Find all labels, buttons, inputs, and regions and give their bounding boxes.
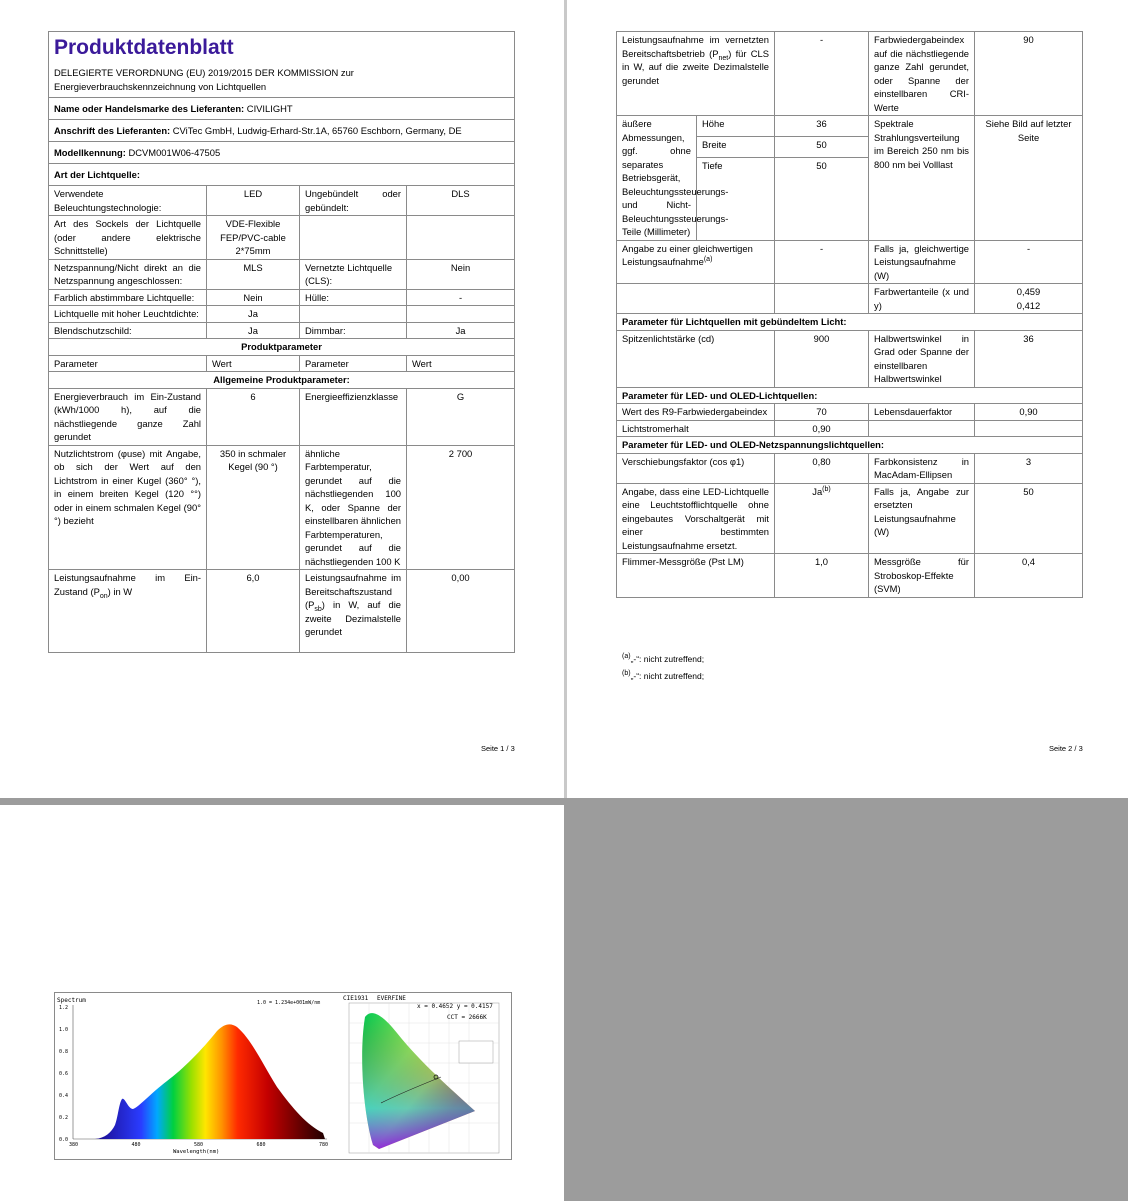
width-value: 50 <box>775 136 869 157</box>
energy-consumption-value: 6 <box>207 388 300 445</box>
spectrum-x-label: Wavelength(nm) <box>173 1149 220 1155</box>
spectrum-x-tick: 580 <box>194 1142 204 1148</box>
page-number-2: Seite 2 / 3 <box>1049 744 1083 753</box>
glare-shield-label: Blendschutzschild: <box>49 322 207 339</box>
useful-flux-label: Nutzlichtstrom (φuse) mit Angabe, ob sich der Wert auf den Lichtstrom in einer Kugel (360° °), in einem breiten Kegel (120 °°) oder in einem schmalen Kegel (90° °) bezieht <box>49 445 207 570</box>
equivalent-power-watts-label: Falls ja, gleichwertige Leistungsaufnahme (W) <box>869 240 975 284</box>
supplier-address-label: Anschrift des Lieferanten: <box>54 125 171 136</box>
networked-standby-label: Leistungsaufnahme im vernetzten Bereitschaftsbetrieb $(P_{net})$ für CLS in W, auf die zweite Dezimalstelle gerundet <box>617 32 775 116</box>
on-mode-power-label: Leistungsaufnahme im Ein-Zustand $(P_{on})$ in W <box>49 570 207 653</box>
glare-shield-value: Ja <box>207 322 300 339</box>
mains-label: Netzspannung/Nicht direkt an die Netzspannung angeschlossen: <box>49 259 207 289</box>
column-parameter-2: Parameter <box>300 355 407 372</box>
spectrum-curve <box>95 1024 325 1139</box>
high-luminance-value: Ja <box>207 306 300 323</box>
depth-value: 50 <box>775 157 869 240</box>
unbundled-value: DLS <box>407 186 515 216</box>
cie-diagram <box>341 993 509 1159</box>
spectral-distribution-value: Siehe Bild auf letzter Seite <box>975 116 1083 241</box>
width-label: Breite <box>697 136 775 157</box>
socket-value: VDE-Flexible FEP/PVC-cable 2*75mm <box>207 216 300 260</box>
stroboscopic-value: 0,4 <box>975 554 1083 598</box>
spectrum-y-tick: 0.8 <box>59 1049 69 1055</box>
mains-value: MLS <box>207 259 300 289</box>
cie-legend-box <box>459 1041 493 1063</box>
spectrum-y-tick: 0.2 <box>59 1115 69 1121</box>
chromaticity-value: 0,459 0,412 <box>975 284 1083 314</box>
networked-standby-value: - <box>775 32 869 116</box>
dimensions-label: äußere Abmessungen, ggf. ohne separates Betriebsgerät, Beleuchtungssteuerungs- und Nicht-Beleuchtungssteuerungs-Teile (Millimeter) <box>617 116 697 241</box>
spectrum-y-tick: 1.0 <box>59 1027 69 1033</box>
regulation-line-2: Energieverbrauchskennzeichnung von Lichtquellen <box>54 80 267 92</box>
page-number-1: Seite 1 / 3 <box>481 744 515 753</box>
product-datasheet-table-2 <box>616 31 1083 598</box>
page-title: Produktdatenblatt <box>54 36 234 59</box>
technology-value: LED <box>207 186 300 216</box>
power-factor-label: Verschiebungsfaktor (cos φ1) <box>617 453 775 483</box>
high-luminance-label: Lichtquelle mit hoher Leuchtdichte: <box>49 306 207 323</box>
cri-label: Farbwiedergabeindex auf die nächstliegende ganze Zahl gerundet, oder Spanne der einstellbaren CRI-Werte <box>869 32 975 116</box>
cct-value: 2 700 <box>407 445 515 570</box>
peak-intensity-value: 900 <box>775 330 869 387</box>
column-parameter: Parameter <box>49 355 207 372</box>
spectrum-title: Spectrum <box>57 997 86 1004</box>
general-parameters-heading: Allgemeine Produktparameter: <box>49 372 515 389</box>
dimmable-label: Dimmbar: <box>300 322 407 339</box>
unbundled-label: Ungebündelt oder gebündelt: <box>300 186 407 216</box>
power-factor-value: 0,80 <box>775 453 869 483</box>
height-label: Höhe <box>697 116 775 137</box>
replaced-power-label: Falls ja, Angabe zur ersetzten Leistungsaufnahme (W) <box>869 483 975 554</box>
color-consistency-label: Farbkonsistenz in MacAdam-Ellipsen <box>869 453 975 483</box>
stroboscopic-label: Messgröße für Stroboskop-Effekte (SVM) <box>869 554 975 598</box>
equivalent-power-value: - <box>775 240 869 284</box>
chromaticity-label: Farbwertanteile (x und y) <box>869 284 975 314</box>
cie-coordinates: x = 0.4652 y = 0.4157 <box>417 1003 493 1010</box>
r9-label: Wert des R9-Farbwiedergabeindex <box>617 404 775 421</box>
directional-heading: Parameter für Lichtquellen mit gebündeltem Licht: <box>617 314 1083 331</box>
standby-power-value: 0,00 <box>407 570 515 653</box>
fluorescent-replacement-label: Angabe, dass eine LED-Lichtquelle eine Leuchtstofflichtquelle ohne eingebautes Vorschaltgerät mit einer bestimmten Leistungsaufnahme ersetzt. <box>617 483 775 554</box>
replaced-power-value: 50 <box>975 483 1083 554</box>
page-2 <box>567 0 1128 798</box>
cie-brand: EVERFINE <box>377 995 406 1002</box>
model-label: Modellkennung: <box>54 147 126 158</box>
socket-label: Art des Sockels der Lichtquelle (oder andere elektrische Schnittstelle) <box>49 216 207 260</box>
spectrum-x-tick: 480 <box>131 1142 141 1148</box>
on-mode-power-value: 6,0 <box>207 570 300 653</box>
cri-value: 90 <box>975 32 1083 116</box>
flicker-value: 1,0 <box>775 554 869 598</box>
mains-led-heading: Parameter für LED- und OLED-Netzspannungslichtquellen: <box>617 437 1083 454</box>
energy-class-label: Energieeffizienzklasse <box>300 388 407 445</box>
color-tunable-label: Farblich abstimmbare Lichtquelle: <box>49 289 207 306</box>
spectrum-scale: 1.0 = 1.234e+001mW/nm <box>257 1000 321 1006</box>
spectral-distribution-label: Spektrale Strahlungsverteilung im Bereich 250 nm bis 800 nm bei Volllast <box>869 116 975 241</box>
page-1 <box>0 0 564 798</box>
peak-intensity-label: Spitzenlichtstärke (cd) <box>617 330 775 387</box>
cct-label: ähnliche Farbtemperatur, gerundet auf die nächstliegenden 100 K, oder Spanne der einstellbaren ähnlichen Farbtemperaturen, gerundet auf die nächstliegenden 100 K <box>300 445 407 570</box>
lumen-maintenance-value: 0,90 <box>775 420 869 437</box>
survival-factor-value: 0,90 <box>975 404 1083 421</box>
led-parameters-heading: Parameter für LED- und OLED-Lichtquellen: <box>617 387 1083 404</box>
cls-value: Nein <box>407 259 515 289</box>
color-tunable-value: Nein <box>207 289 300 306</box>
spectrum-x-tick: 380 <box>69 1142 79 1148</box>
regulation-line-1: DELEGIERTE VERORDNUNG (EU) 2019/2015 DER KOMMISSION zur <box>54 67 354 78</box>
envelope-label: Hülle: <box>300 289 407 306</box>
cie-cct: CCT = 2666K <box>447 1014 487 1021</box>
survival-factor-label: Lebensdauerfaktor <box>869 404 975 421</box>
technology-label: Verwendete Beleuchtungstechnologie: <box>49 186 207 216</box>
energy-consumption-label: Energieverbrauch im Ein-Zustand (kWh/1000 h), auf die nächstliegende ganze Zahl gerundet <box>49 388 207 445</box>
supplier-address: CViTec GmbH, Ludwig-Erhard-Str.1A, 65760 Eschborn, Germany, DE <box>172 125 462 136</box>
product-parameters-heading: Produktparameter <box>49 339 515 356</box>
flicker-label: Flimmer-Messgröße (Pst LM) <box>617 554 775 598</box>
light-source-type-heading: Art der Lichtquelle: <box>49 164 515 186</box>
energy-class-value: G <box>407 388 515 445</box>
spectrum-x-axis <box>69 1142 328 1148</box>
product-datasheet-table <box>48 31 515 653</box>
page-separator <box>0 798 1128 805</box>
spectrum-chart <box>55 993 343 1159</box>
footnote-b: $^{(b)}$„-“: nicht zutreffend; <box>622 670 705 681</box>
cie-gamut-blue <box>362 1013 475 1149</box>
footnote-a: $^{(a)}$„-“: nicht zutreffend; <box>622 653 705 664</box>
spectrum-y-tick: 0.4 <box>59 1093 69 1099</box>
depth-label: Tiefe <box>697 157 775 240</box>
envelope-value: - <box>407 289 515 306</box>
spectrum-figure <box>54 992 512 1160</box>
spectrum-x-tick: 680 <box>256 1142 266 1148</box>
spectrum-y-tick: 0.0 <box>59 1137 69 1143</box>
supplier-name-label: Name oder Handelsmarke des Lieferanten: <box>54 103 245 114</box>
beam-angle-value: 36 <box>975 330 1083 387</box>
fluorescent-replacement-value: Ja$^{(b)}$ <box>775 483 869 554</box>
r9-value: 70 <box>775 404 869 421</box>
supplier-name: CIVILIGHT <box>246 103 293 114</box>
lumen-maintenance-label: Lichtstromerhalt <box>617 420 775 437</box>
cls-label: Vernetzte Lichtquelle (CLS): <box>300 259 407 289</box>
standby-power-label: Leistungsaufnahme im Bereitschaftszustand $(P_{sb})$ in W, auf die zweite Dezimalstelle gerundet <box>300 570 407 653</box>
cie-title: CIE1931 <box>343 995 369 1002</box>
spectrum-y-tick: 0.6 <box>59 1071 69 1077</box>
spectrum-y-axis <box>59 1005 68 1143</box>
equivalent-power-label: Angabe zu einer gleichwertigen Leistungsaufnahme$^{(a)}$ <box>617 240 775 284</box>
column-value: Wert <box>207 355 300 372</box>
equivalent-power-watts-value: - <box>975 240 1083 284</box>
spectrum-y-tick: 1.2 <box>59 1005 69 1011</box>
model-id: DCVM001W06-47505 <box>128 147 221 158</box>
spectrum-x-tick: 780 <box>319 1142 329 1148</box>
useful-flux-value: 350 in schmaler Kegel (90 °) <box>207 445 300 570</box>
height-value: 36 <box>775 116 869 137</box>
beam-angle-label: Halbwertswinkel in Grad oder Spanne der einstellbaren Halbwertswinkel <box>869 330 975 387</box>
empty-page-area <box>566 805 1128 1201</box>
column-value-2: Wert <box>407 355 515 372</box>
dimmable-value: Ja <box>407 322 515 339</box>
color-consistency-value: 3 <box>975 453 1083 483</box>
